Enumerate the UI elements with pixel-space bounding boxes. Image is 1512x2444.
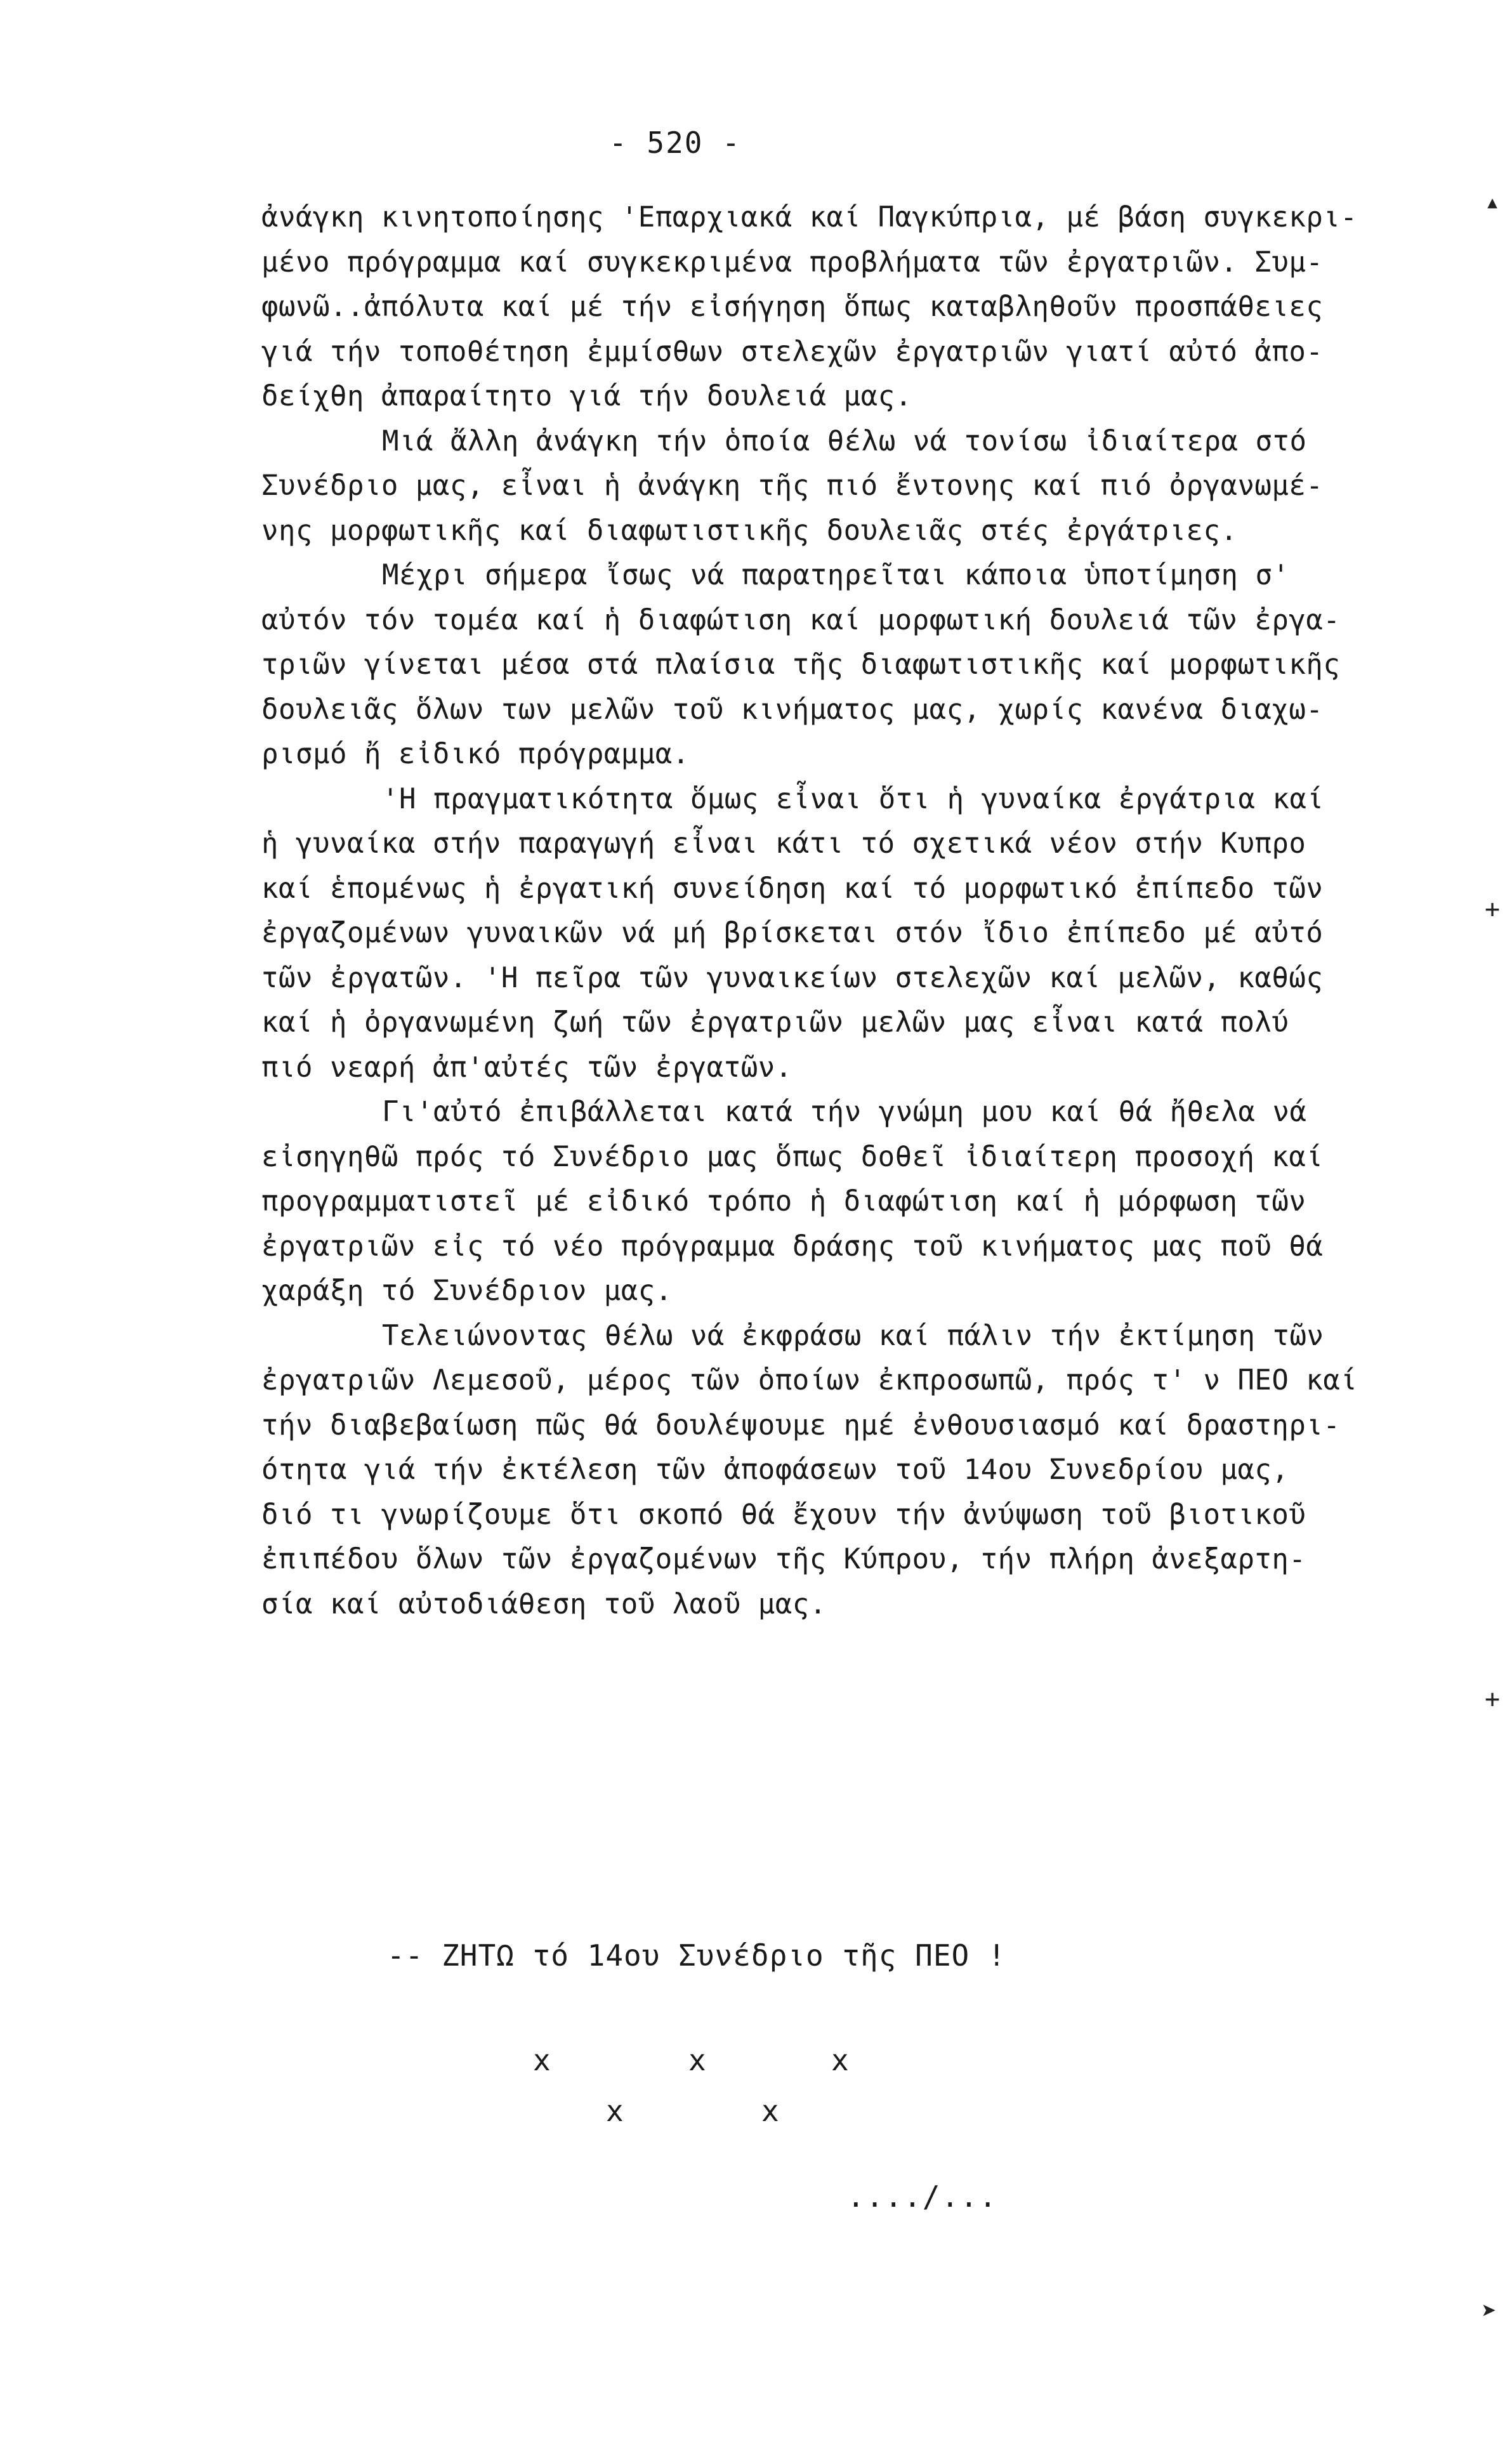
text-line: ότητα γιά τήν ἐκτέλεση τῶν ἀποφάσεων τοῦ 14ου Συνεδρίου μας, (261, 1454, 1289, 1486)
text-line: αὐτόν τόν τομέα καί ἡ διαφώτιση καί μορφωτική δουλειά τῶν ἐργα- (261, 603, 1341, 636)
scan-speck: ▴ (1485, 187, 1501, 216)
text-line: ἡ γυναίκα στήν παραγωγή εἶναι κάτι τό σχετικά νέον στήν Κυπρο (261, 827, 1306, 860)
text-line: χαράξη τό Συνέδριον μας. (261, 1275, 673, 1307)
text-line: τῶν ἐργατῶν. 'Η πεῖρα τῶν γυναικείων στελεχῶν καί μελῶν, καθώς (261, 961, 1324, 994)
text-line: τήν διαβεβαίωση πῶς θά δουλέψουμε ημέ ἐνθουσιασμό καί δραστηρι- (261, 1409, 1341, 1442)
separator-x: x (831, 2043, 849, 2077)
text-line: ἀνάγκη κινητοποίησης 'Επαρχιακά καί Παγκύπρια, μέ βάση συγκεκρι- (261, 201, 1358, 233)
document-body (261, 195, 1378, 1627)
text-line: διό τι γνωρίζουμε ὅτι σκοπό θά ἔχουν τήν ἀνύψωση τοῦ βιοτικοῦ (261, 1498, 1306, 1531)
text-line: Συνέδριο μας, εἶναι ἡ ἀνάγκη τῆς πιό ἔντονης καί πιό ὀργανωμέ- (261, 470, 1324, 502)
text-line: δουλειᾶς ὅλων των μελῶν τοῦ κινήματος μας, χωρίς κανένα διαχω- (261, 693, 1324, 726)
text-line: προγραμματιστεῖ μέ εἰδικό τρόπο ἡ διαφώτιση καί ἡ μόρφωση τῶν (261, 1185, 1306, 1218)
continuation-mark: ..../... (847, 2179, 998, 2214)
text-line: καί ἡ ὀργανωμένη ζωή τῶν ἐργατριῶν μελῶν μας εἶναι κατά πολύ (261, 1006, 1289, 1039)
text-line: εἰσηγηθῶ πρός τό Συνέδριο μας ὅπως δοθεῖ ἰδιαίτερη προσοχή καί (261, 1140, 1324, 1173)
text-line: γιά τήν τοποθέτηση ἐμμίσθων στελεχῶν ἐργατριῶν γιατί αὐτό ἀπο- (261, 335, 1324, 368)
text-line: ἐπιπέδου ὅλων τῶν ἐργαζομένων τῆς Κύπρου, τήν πλήρη ἀνεξαρτη- (261, 1543, 1306, 1575)
separator-x: x (533, 2043, 551, 2077)
text-line: πιό νεαρή ἀπ'αὐτές τῶν ἐργατῶν. (261, 1051, 792, 1084)
scan-speck: + (1485, 895, 1501, 924)
scan-speck: ➤ (1482, 2297, 1497, 2326)
text-line: Τελειώνοντας θέλω νά ἐκφράσω καί πάλιν τήν ἐκτίμηση τῶν (382, 1319, 1324, 1352)
text-line: ρισμό ἤ εἰδικό πρόγραμμα. (261, 738, 690, 770)
text-line: ἐργατριῶν εἰς τό νέο πρόγραμμα δράσης τοῦ κινήματος μας ποῦ θά (261, 1230, 1324, 1263)
text-line: νης μορφωτικῆς καί διαφωτιστικῆς δουλειᾶς στές ἐργάτριες. (261, 514, 1238, 547)
text-line: ἐργαζομένων γυναικῶν νά μή βρίσκεται στόν ἴδιο ἐπίπεδο μέ αὐτό (261, 917, 1324, 949)
text-line: σία καί αὐτοδιάθεση τοῦ λαοῦ μας. (261, 1587, 827, 1620)
text-line: δείχθη ἀπαραίτητο γιά τήν δουλειά μας. (261, 380, 912, 412)
text-line: 'Η πραγματικότητα ὅμως εἶναι ὅτι ἡ γυναίκα ἐργάτρια καί (382, 782, 1324, 815)
text-line: τριῶν γίνεται μέσα στά πλαίσια τῆς διαφωτιστικῆς καί μορφωτικῆς (261, 648, 1341, 681)
text-line: μένο πρόγραμμα καί συγκεκριμένα προβλήματα τῶν ἐργατριῶν. Συμ- (261, 246, 1324, 279)
page-number: - 520 - (609, 126, 741, 160)
separator-x: x (688, 2043, 706, 2077)
text-line: φωνῶ..ἀπόλυτα καί μέ τήν εἰσήγηση ὅπως καταβληθοῦν προσπάθειες (261, 291, 1324, 323)
scan-speck: + (1485, 1685, 1501, 1714)
text-line: καί ἑπομένως ἡ ἐργατική συνείδηση καί τό μορφωτικό ἐπίπεδο τῶν (261, 872, 1324, 905)
text-line: Μιά ἄλλη ἀνάγκη τήν ὁποία θέλω νά τονίσω ἰδιαίτερα στό (382, 424, 1307, 457)
separator-x: x (761, 2094, 779, 2128)
separator-x: x (606, 2094, 624, 2128)
text-line: ἐργατριῶν Λεμεσοῦ, μέρος τῶν ὁποίων ἐκπροσωπῶ, πρός τ' ν ΠΕΟ καί (261, 1364, 1358, 1396)
text-line: Μέχρι σήμερα ἴσως νά παρατηρεῖται κάποια ὑποτίμηση σ' (382, 559, 1290, 591)
text-line: Γι'αὐτό ἐπιβάλλεται κατά τήν γνώμη μου καί θά ἤθελα νά (382, 1096, 1307, 1128)
closing-slogan: -- ΖΗΤΩ τό 14ου Συνέδριο τῆς ΠΕΟ ! (387, 1938, 1006, 1973)
